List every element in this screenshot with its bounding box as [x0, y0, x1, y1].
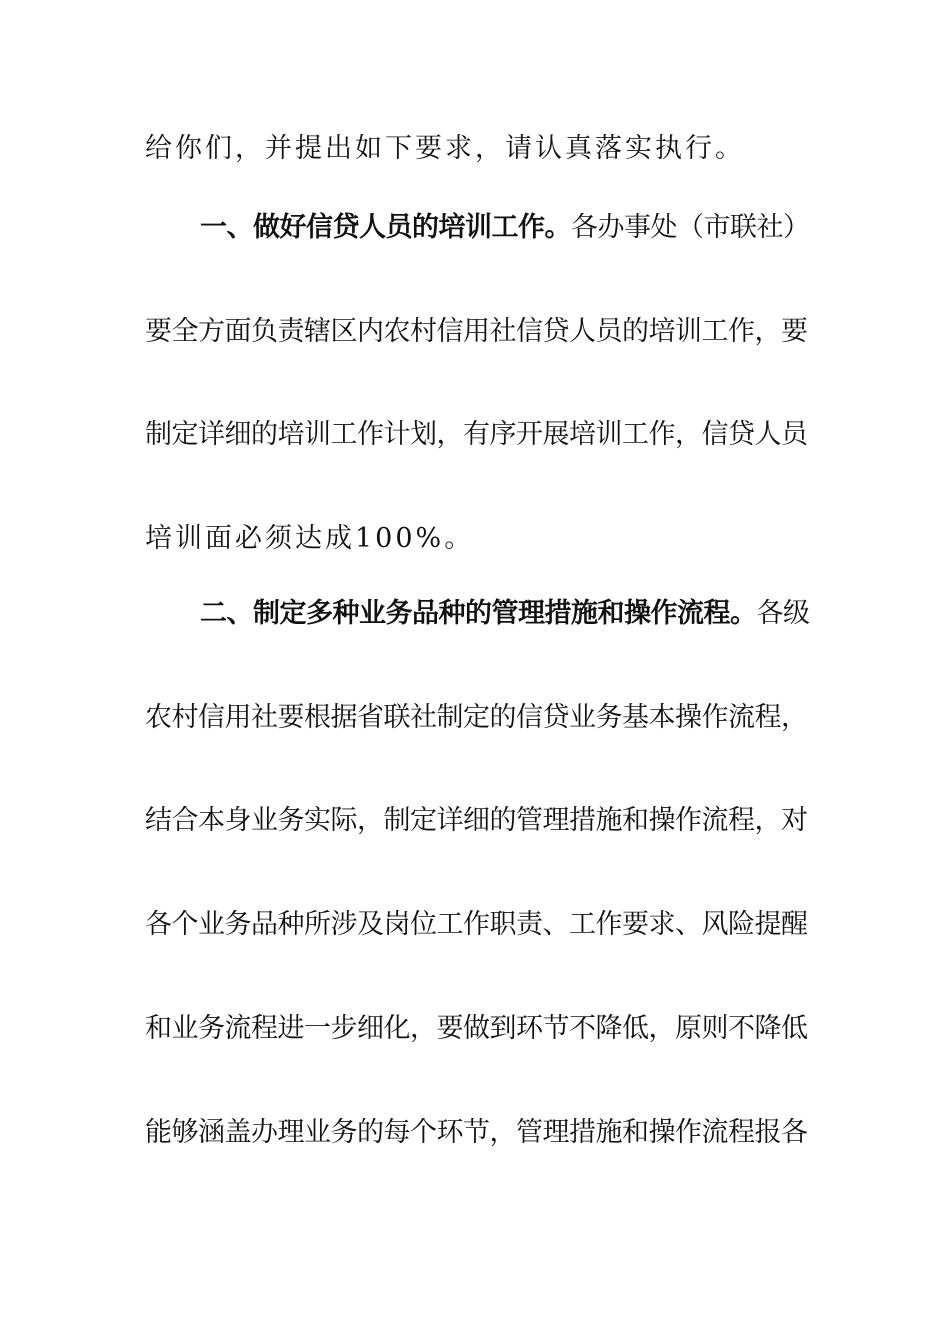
paragraph-line: 要全方面负责辖区内农村信用社信贷人员的培训工作，要	[145, 316, 808, 347]
paragraph-line: 给你们，并提出如下要求，请认真落实执行。	[145, 133, 745, 164]
section-heading-line	[200, 212, 810, 244]
section-heading-2: 二、制定多种业务品种的管理措施和操作流程。	[200, 598, 757, 629]
paragraph-line: 和业务流程进一步细化，要做到环节不降低，原则不降低	[145, 1013, 808, 1044]
paragraph-line: 结合本身业务实际，制定详细的管理措施和操作流程，对	[145, 805, 808, 836]
paragraph-line: 制定详细的培训工作计划，有序开展培训工作，信贷人员	[145, 419, 808, 450]
paragraph-line: 培训面必须达成100%。	[145, 523, 475, 554]
section-heading-1-rest: 各办事处（市联社）	[571, 212, 810, 243]
paragraph-line: 能够涵盖办理业务的每个环节，管理措施和操作流程报各	[145, 1117, 808, 1148]
section-heading-line	[200, 598, 810, 630]
paragraph-line: 各个业务品种所涉及岗位工作职责、工作要求、风险提醒	[145, 909, 808, 940]
section-heading-2-rest: 各级	[756, 598, 810, 629]
section-heading-1: 一、做好信贷人员的培训工作。	[200, 212, 571, 243]
paragraph-line: 农村信用社要根据省联社制定的信贷业务基本操作流程，	[145, 702, 808, 733]
